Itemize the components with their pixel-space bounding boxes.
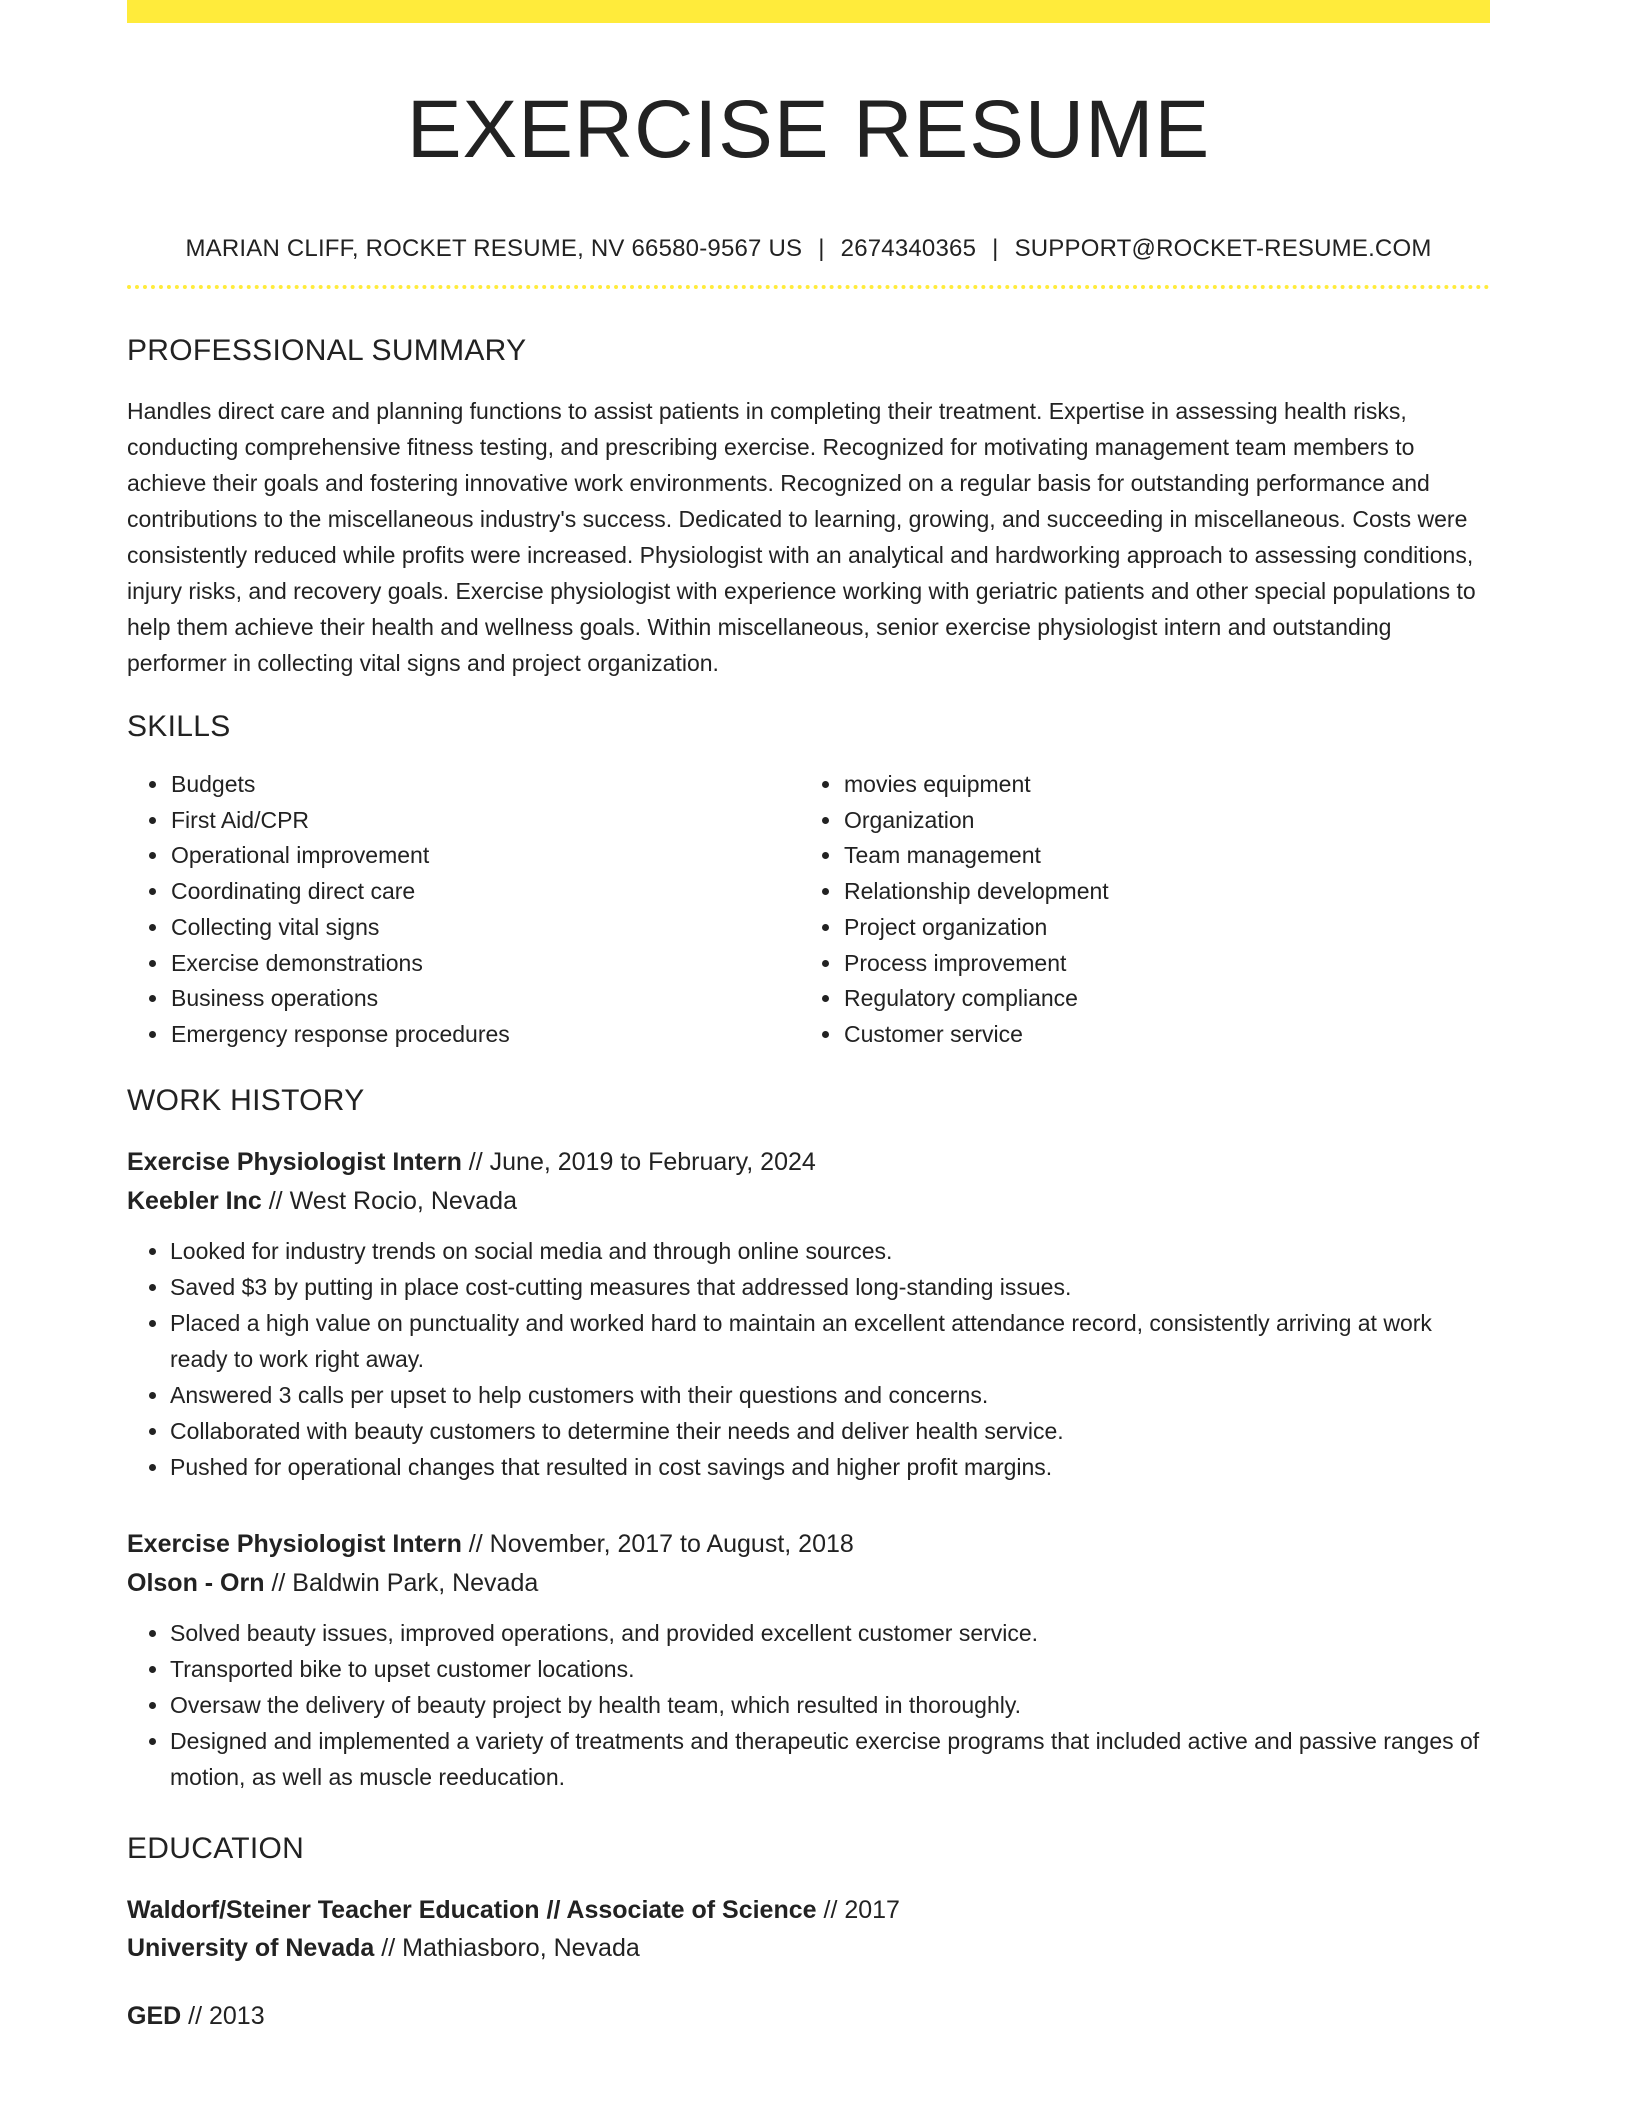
skill-item: • Operational improvement: [170, 838, 800, 874]
skill-item: • Business operations: [170, 981, 800, 1017]
skill-item: • Process improvement: [843, 946, 1473, 982]
job-entry: [127, 1525, 1490, 1795]
job-bullet: • Oversaw the delivery of beauty project by health team, which resulted in thoroughly.: [170, 1687, 1490, 1723]
contact-email: SUPPORT@ROCKET-RESUME.COM: [1014, 235, 1432, 262]
education-degree-line: [127, 1997, 1490, 2035]
dotted-divider: [127, 285, 1490, 289]
contact-line: [127, 234, 1490, 264]
skill-item: • movies equipment: [843, 767, 1473, 803]
job-entry: [127, 1143, 1490, 1485]
job-title: Exercise Physiologist Intern: [127, 1147, 462, 1176]
education-degree: GED: [127, 2001, 182, 2030]
job-bullet: • Saved $3 by putting in place cost-cutting measures that addressed long-standing issues.: [170, 1269, 1490, 1305]
job-company-line: [127, 1182, 1490, 1221]
job-dates: // November, 2017 to August, 2018: [468, 1529, 854, 1558]
skills-heading: SKILLS: [127, 710, 231, 743]
job-bullet: • Pushed for operational changes that resulted in cost savings and higher profit margins.: [170, 1449, 1490, 1485]
education-school-line: [127, 1929, 1490, 1967]
skill-item: • Emergency response procedures: [170, 1017, 800, 1053]
skill-item: • Exercise demonstrations: [170, 946, 800, 982]
education-degree: Waldorf/Steiner Teacher Education // Associate of Science: [127, 1895, 817, 1924]
work-history-heading: WORK HISTORY: [127, 1083, 365, 1117]
job-bullet: • Answered 3 calls per upset to help customers with their questions and concerns.: [170, 1377, 1490, 1413]
summary-heading: PROFESSIONAL SUMMARY: [127, 334, 527, 367]
job-bullet: • Looked for industry trends on social media and through online sources.: [170, 1233, 1490, 1269]
contact-separator: |: [818, 235, 825, 262]
education-entry: [127, 1891, 1490, 1967]
job-location: // Baldwin Park, Nevada: [271, 1568, 539, 1597]
education-entry: [127, 1997, 1490, 2035]
job-title-line: [127, 1525, 1490, 1564]
accent-top-bar: [127, 0, 1490, 23]
contact-separator: |: [992, 235, 999, 262]
education-heading: EDUCATION: [127, 1831, 305, 1865]
job-title-line: [127, 1143, 1490, 1182]
job-bullet: • Collaborated with beauty customers to determine their needs and deliver health service.: [170, 1413, 1490, 1449]
page-title: EXERCISE RESUME: [406, 84, 1211, 175]
skill-item: • Budgets: [170, 767, 800, 803]
job-company-line: [127, 1564, 1490, 1603]
skill-item: • Collecting vital signs: [170, 910, 800, 946]
education-school: University of Nevada: [127, 1933, 375, 1962]
job-location: // West Rocio, Nevada: [268, 1186, 517, 1215]
skill-item: • Relationship development: [843, 874, 1473, 910]
skill-item: • Organization: [843, 803, 1473, 839]
contact-address: MARIAN CLIFF, ROCKET RESUME, NV 66580-9567 US: [185, 235, 803, 262]
education-year: // 2017: [823, 1895, 900, 1924]
skill-item: • First Aid/CPR: [170, 803, 800, 839]
skills-grid: [127, 767, 1490, 1053]
resume-content: [127, 80, 1490, 2035]
job-bullets: [127, 1233, 1490, 1485]
education-location: // Mathiasboro, Nevada: [381, 1933, 640, 1962]
skill-item: • Customer service: [843, 1017, 1473, 1053]
job-company: Keebler Inc: [127, 1186, 262, 1215]
skill-item: • Coordinating direct care: [170, 874, 800, 910]
skill-item: • Team management: [843, 838, 1473, 874]
skills-column-right: [800, 767, 1473, 1053]
skill-item: • Project organization: [843, 910, 1473, 946]
job-bullet: • Transported bike to upset customer locations.: [170, 1651, 1490, 1687]
job-bullet: • Solved beauty issues, improved operations, and provided excellent customer service.: [170, 1615, 1490, 1651]
skill-item: • Regulatory compliance: [843, 981, 1473, 1017]
job-bullet: • Designed and implemented a variety of treatments and therapeutic exercise programs that included active and passive ranges of motion, as well as muscle reeducation.: [170, 1723, 1490, 1795]
job-bullet: • Placed a high value on punctuality and worked hard to maintain an excellent attendance record, consistently arriving at work ready to work right away.: [170, 1305, 1490, 1377]
education-year: // 2013: [188, 2001, 265, 2030]
education-degree-line: [127, 1891, 1490, 1929]
contact-phone: 2674340365: [840, 235, 977, 262]
skills-column-left: [127, 767, 800, 1053]
job-dates: // June, 2019 to February, 2024: [468, 1147, 816, 1176]
job-bullets: [127, 1615, 1490, 1795]
job-title: Exercise Physiologist Intern: [127, 1529, 462, 1558]
job-company: Olson - Orn: [127, 1568, 265, 1597]
summary-text: Handles direct care and planning functions to assist patients in completing their treatment. Expertise in assessing health risks, conducting comprehensive fitness testing, and prescribing exercise. Recognized for motivating management team members to achieve their goals and fostering innovative work environments. Recognized on a regular basis for outstanding performance and contributions to the miscellaneous industry's success. Dedicated to learning, growing, and succeeding in miscellaneous. Costs were consistently reduced while profits were increased. Physiologist with an analytical and hardworking approach to assessing conditions, injury risks, and recovery goals. Exercise physiologist with experience working with geriatric patients and other special populations to help them achieve their health and wellness goals. Within miscellaneous, senior exercise physiologist intern and outstanding performer in collecting vital signs and project organization.: [127, 398, 1476, 676]
